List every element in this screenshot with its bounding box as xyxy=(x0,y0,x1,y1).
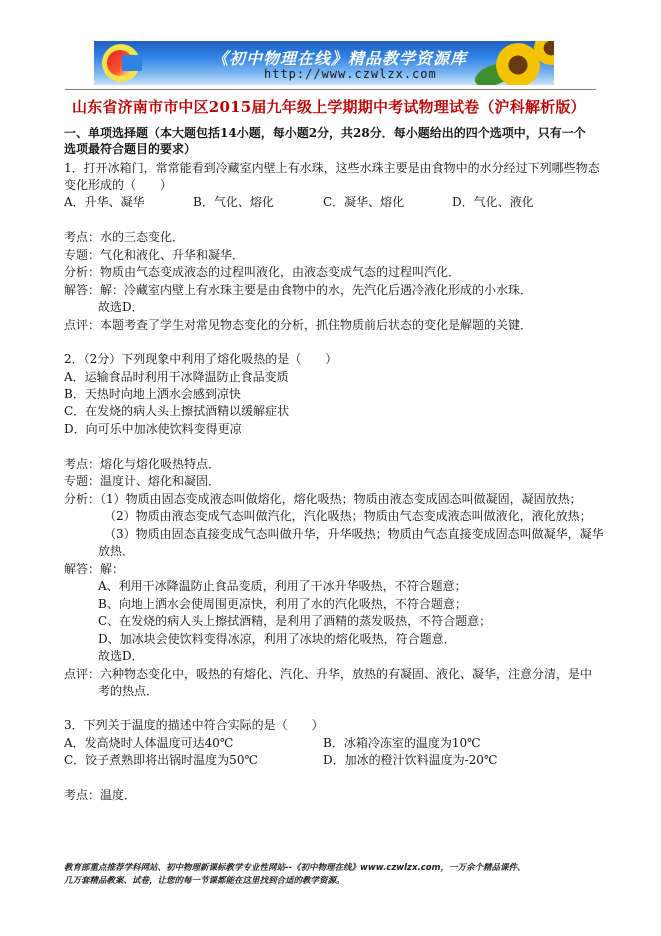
q2-option-a: A．运输食品时利用干冰降温防止食品变质 xyxy=(64,370,289,384)
q2-kaodian: 考点：熔化与熔化吸热特点． xyxy=(64,457,221,471)
q3-kaodian: 考点：温度． xyxy=(64,788,137,802)
section-heading-line: 选项最符合题目的要求） xyxy=(64,142,197,156)
q1-dianping: 点评：本题考查了学生对常见物态变化的分析，抓住物质前后状态的变化是解题的关键． xyxy=(64,318,533,332)
q3-option-d: D．加冰的橙汁饮料温度为-20℃ xyxy=(323,753,498,767)
banner-title: 《初中物理在线》精品教学资源库 xyxy=(212,49,468,68)
section-heading xyxy=(64,125,586,157)
q1-kaodian: 考点：水的三态变化． xyxy=(64,230,185,244)
q2-fenxi: 分析：（1）物质由固态变成液态叫做熔化，熔化吸热；物质由液态变成固态叫做凝固，凝固放热； xyxy=(64,492,582,506)
q2-option-c: C．在发烧的病人头上擦拭酒精以缓解症状 xyxy=(64,404,290,418)
header-divider xyxy=(65,89,596,90)
q1-fenxi: 分析：物质由气态变成液态的过程叫液化，由液态变成气态的过程叫汽化． xyxy=(64,265,461,279)
q2-fenxi: 放热． xyxy=(98,544,135,558)
q2-answer: 故选D． xyxy=(98,649,144,663)
q1-stem-line: 变化形成的（ ） xyxy=(64,178,173,192)
q1-jieda: 解答：解：冷藏室内壁上有水珠主要是由食物中的水，先汽化后遇冷液化形成的小水珠． xyxy=(64,283,533,297)
q2-jieda-line: D、加冰块会使饮料变得冰凉，利用了冰块的熔化吸热，符合题意． xyxy=(98,632,456,646)
q1-option-a: A．升华、凝华 xyxy=(64,195,145,209)
footer-line: 教育部重点推荐学科网站、初中物理新课标教学专业性网站--《初中物理在线》www.czwlzx.com，一万余个精品课件、 xyxy=(64,863,526,873)
q2-option-b: B．天热时向地上洒水会感到凉快 xyxy=(64,387,241,401)
q2-stem: 2．（2分）下列现象中利用了熔化吸热的是（ ） xyxy=(64,352,338,366)
q2-option-d: D．向可乐中加冰使饮料变得更凉 xyxy=(64,422,242,436)
q3-option-a: A．发高烧时人体温度可达40℃ xyxy=(64,736,234,750)
q2-jieda-line: C、在发烧的病人头上擦拭酒精，是利用了酒精的蒸发吸热，不符合题意； xyxy=(98,614,492,628)
q1-stem-line: 1．打开冰箱门，常常能看到冷藏室内壁上有水珠，这些水珠主要是由食物中的水分经过下列哪些物态 xyxy=(64,161,600,175)
q1-zhuanti: 专题：气化和液化、升华和凝华． xyxy=(64,248,245,262)
q2-dianping: 点评：六种物态变化中，吸热的有熔化、汽化、升华，放热的有凝固、液化、凝华，注意分清，是中 xyxy=(64,667,593,681)
q2-fenxi: （3）物质由固态直接变成气态叫做升华，升华吸热；物质由气态直接变成固态叫做凝华，凝华 xyxy=(104,527,604,541)
q3-option-b: B．冰箱冷冻室的温度为10℃ xyxy=(323,736,481,750)
q2-jieda-label: 解答：解： xyxy=(64,562,125,576)
footer-line: 几万套精品教案、试卷，让您的每一节课都能在这里找到合适的教学资源。 xyxy=(64,876,345,886)
section-heading-line: 一、单项选择题（本大题包括14小题，每小题2分，共28分．每小题给出的四个选项中，只有一个 xyxy=(64,126,586,140)
page-footer xyxy=(64,862,525,888)
q1-option-b: B．气化、熔化 xyxy=(193,195,274,209)
q2-dianping: 考的热点． xyxy=(98,684,159,698)
q2-jieda-line: A、利用干冰降温防止食品变质，利用了干冰升华吸热，不符合题意； xyxy=(98,579,467,593)
q2-fenxi: （2）物质由液态变成气态叫做汽化，汽化吸热；物质由气态变成液态叫做液化，液化放热； xyxy=(104,509,592,523)
document-title: 山东省济南市市中区2015届九年级上学期期中考试物理试卷（沪科解析版） xyxy=(72,98,586,116)
q1-option-d: D．气化、液化 xyxy=(452,195,534,209)
q1-option-c: C．凝华、熔化 xyxy=(323,195,405,209)
q3-stem: 3．下列关于温度的描述中符合实际的是（ ） xyxy=(64,718,324,732)
banner-url[interactable]: http://www.czwlzx.com xyxy=(264,67,437,81)
q2-zhuanti: 专题：温度计、熔化和凝固． xyxy=(64,474,221,488)
q3-option-c: C．饺子煮熟即将出锅时温度为50℃ xyxy=(64,753,258,767)
q1-answer: 故选D． xyxy=(98,300,144,314)
q2-jieda-line: B、向地上洒水会使周围更凉快，利用了水的汽化吸热，不符合题意； xyxy=(98,597,467,611)
header-banner xyxy=(94,41,554,85)
